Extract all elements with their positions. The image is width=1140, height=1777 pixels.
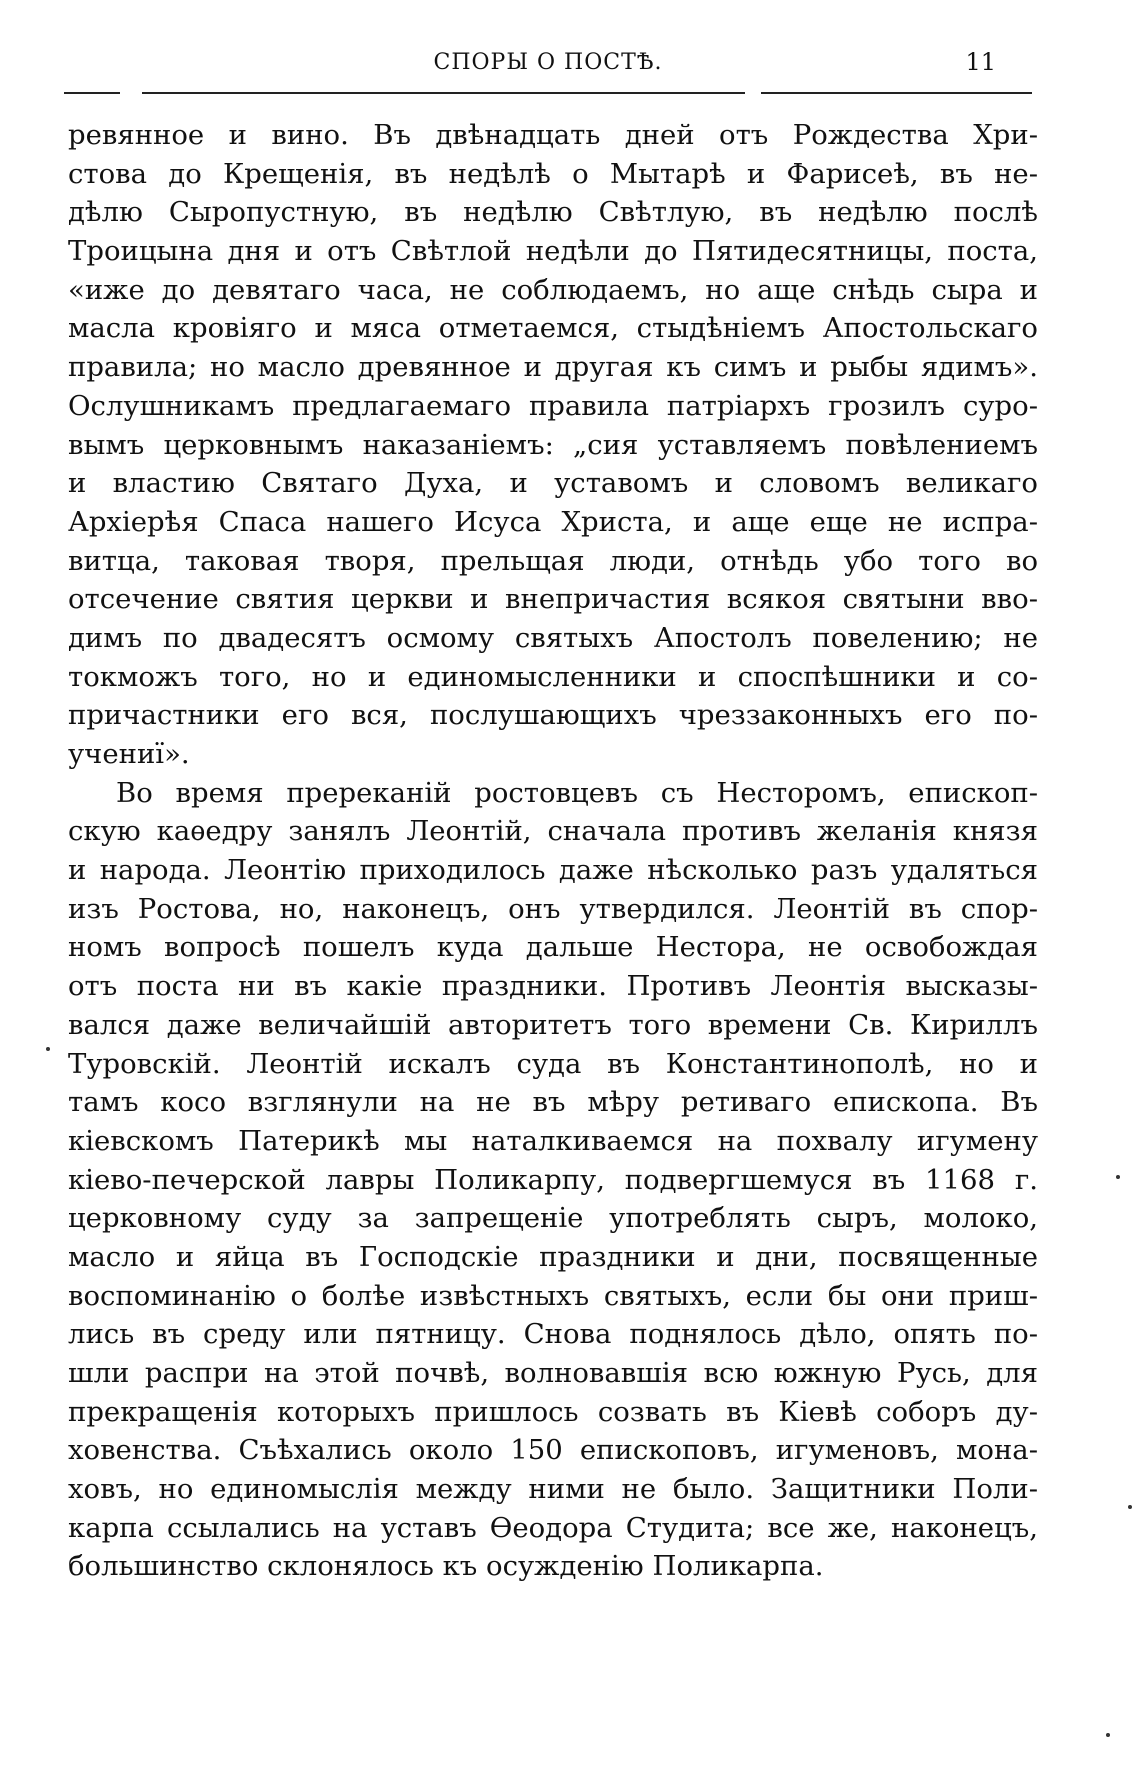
text-line: правила; но масло древянное и другая къ симъ и рыбы ядимъ». [68, 351, 1038, 384]
page-number: 11 [965, 48, 996, 76]
text-line: димъ по двадесятъ осмому святыхъ Апостолъ повелению; не [68, 621, 1038, 654]
text-line: ховъ, но единомыслія между ними не было. Защитники Поли- [68, 1473, 1038, 1506]
text-line: Троицына дня и отъ Свѣтлой недѣли до Пятидесятницы, поста, [68, 235, 1038, 268]
text-line: масла кровіяго и мяса отметаемся, стыдѣніемъ Апостольскаго [68, 312, 1038, 345]
text-line: воспоминанію о болѣе извѣстныхъ святыхъ, если бы они приш- [68, 1279, 1038, 1312]
text-line: отсечение святия церкви и внепричастия всякоя святыни вво- [68, 583, 1038, 616]
text-line: отъ поста ни въ какіе праздники. Противъ Леонтія высказы- [68, 970, 1038, 1003]
text-line: и властию Святаго Духа, и уставомъ и словомъ великаго [68, 467, 1038, 500]
header-rule-gap [120, 90, 142, 96]
text-line: тамъ косо взглянули на не въ мѣру ретиваго епископа. Въ [68, 1086, 1038, 1119]
text-line: дѣлю Сыропустную, въ недѣлю Свѣтлую, въ недѣлю послѣ [68, 196, 1038, 229]
text-line: кіево-печерской лавры Поликарпу, подвергшемуся въ 1168 г. [68, 1163, 1038, 1196]
text-line: Туровскій. Леонтій искалъ суда въ Константинополѣ, но и [68, 1047, 1038, 1080]
text-line: вался даже величайшій авторитетъ того времени Св. Кириллъ [68, 1008, 1038, 1041]
text-line: причастники его вся, послушающихъ чреззаконныхъ его по- [68, 699, 1038, 732]
running-title: СПОРЫ О ПОСТѢ. [433, 50, 663, 75]
text-line: Ослушникамъ предлагаемаго правила патріархъ грозилъ суро- [68, 389, 1038, 422]
text-line: карпа ссылались на уставъ Ѳеодора Студита; все же, наконецъ, [68, 1511, 1038, 1544]
body-text [68, 116, 1038, 1586]
text-line: «иже до девятаго часа, не соблюдаемъ, но аще снѣдь сыра и [68, 273, 1038, 306]
paragraph [68, 116, 1038, 774]
text-line: токможъ того, но и единомысленники и споспѣшники и со- [68, 660, 1038, 693]
print-speck [46, 1047, 50, 1051]
text-line: и народа. Леонтію приходилось даже нѣсколько разъ удаляться [68, 854, 1038, 887]
text-line: кіевскомъ Патерикѣ мы наталкиваемся на похвалу игумену [68, 1124, 1038, 1157]
text-line: скую каѳедру занялъ Леонтій, сначала противъ желанія князя [68, 815, 1038, 848]
text-line: шли распри на этой почвѣ, волновавшія всю южную Русь, для [68, 1357, 1038, 1389]
text-line: ревянное и вино. Въ двѣнадцать дней отъ Рождества Хри- [68, 119, 1038, 151]
text-line: витца, таковая творя, прельщая люди, отнѣдь убо того во [68, 544, 1038, 577]
print-speck [1116, 1175, 1120, 1179]
text-line: изъ Ростова, но, наконецъ, онъ утвердился. Леонтій въ спор- [68, 892, 1038, 925]
header-rule [64, 92, 1032, 94]
paragraph [68, 774, 1038, 1586]
text-line: стова до Крещенія, въ недѣлѣ о Мытарѣ и Фарисеѣ, въ не- [68, 157, 1038, 190]
print-speck [1106, 1733, 1110, 1737]
text-line: Во время пререканій ростовцевъ съ Несторомъ, епископ- [116, 776, 1038, 809]
text-line: лись въ среду или пятницу. Снова поднялось дѣло, опять по- [68, 1318, 1038, 1351]
running-header [68, 50, 1028, 84]
text-line: номъ вопросѣ пошелъ куда дальше Нестора, не освобождая [68, 931, 1038, 964]
text-line: Архіерѣя Спаса нашего Исуса Христа, и аще еще не испра- [68, 505, 1038, 538]
text-line: церковному суду за запрещеніе употреблять сыръ, молоко, [68, 1202, 1038, 1235]
text-line: большинство склонялось къ осужденію Поликарпа. [68, 1550, 824, 1583]
text-line: прекращенія которыхъ пришлось созвать въ Кіевѣ соборъ ду- [68, 1395, 1038, 1428]
text-line: вымъ церковнымъ наказаніемъ: „сия уставляемъ повѣлениемъ [68, 428, 1038, 461]
text-line: учениї». [68, 738, 190, 770]
header-rule-gap [745, 90, 761, 96]
text-line: масло и яйца въ Господскіе праздники и дни, посвященные [68, 1240, 1038, 1273]
print-speck [1128, 1505, 1132, 1509]
text-line: ховенства. Съѣхались около 150 епископовъ, игуменовъ, мона- [68, 1434, 1038, 1467]
